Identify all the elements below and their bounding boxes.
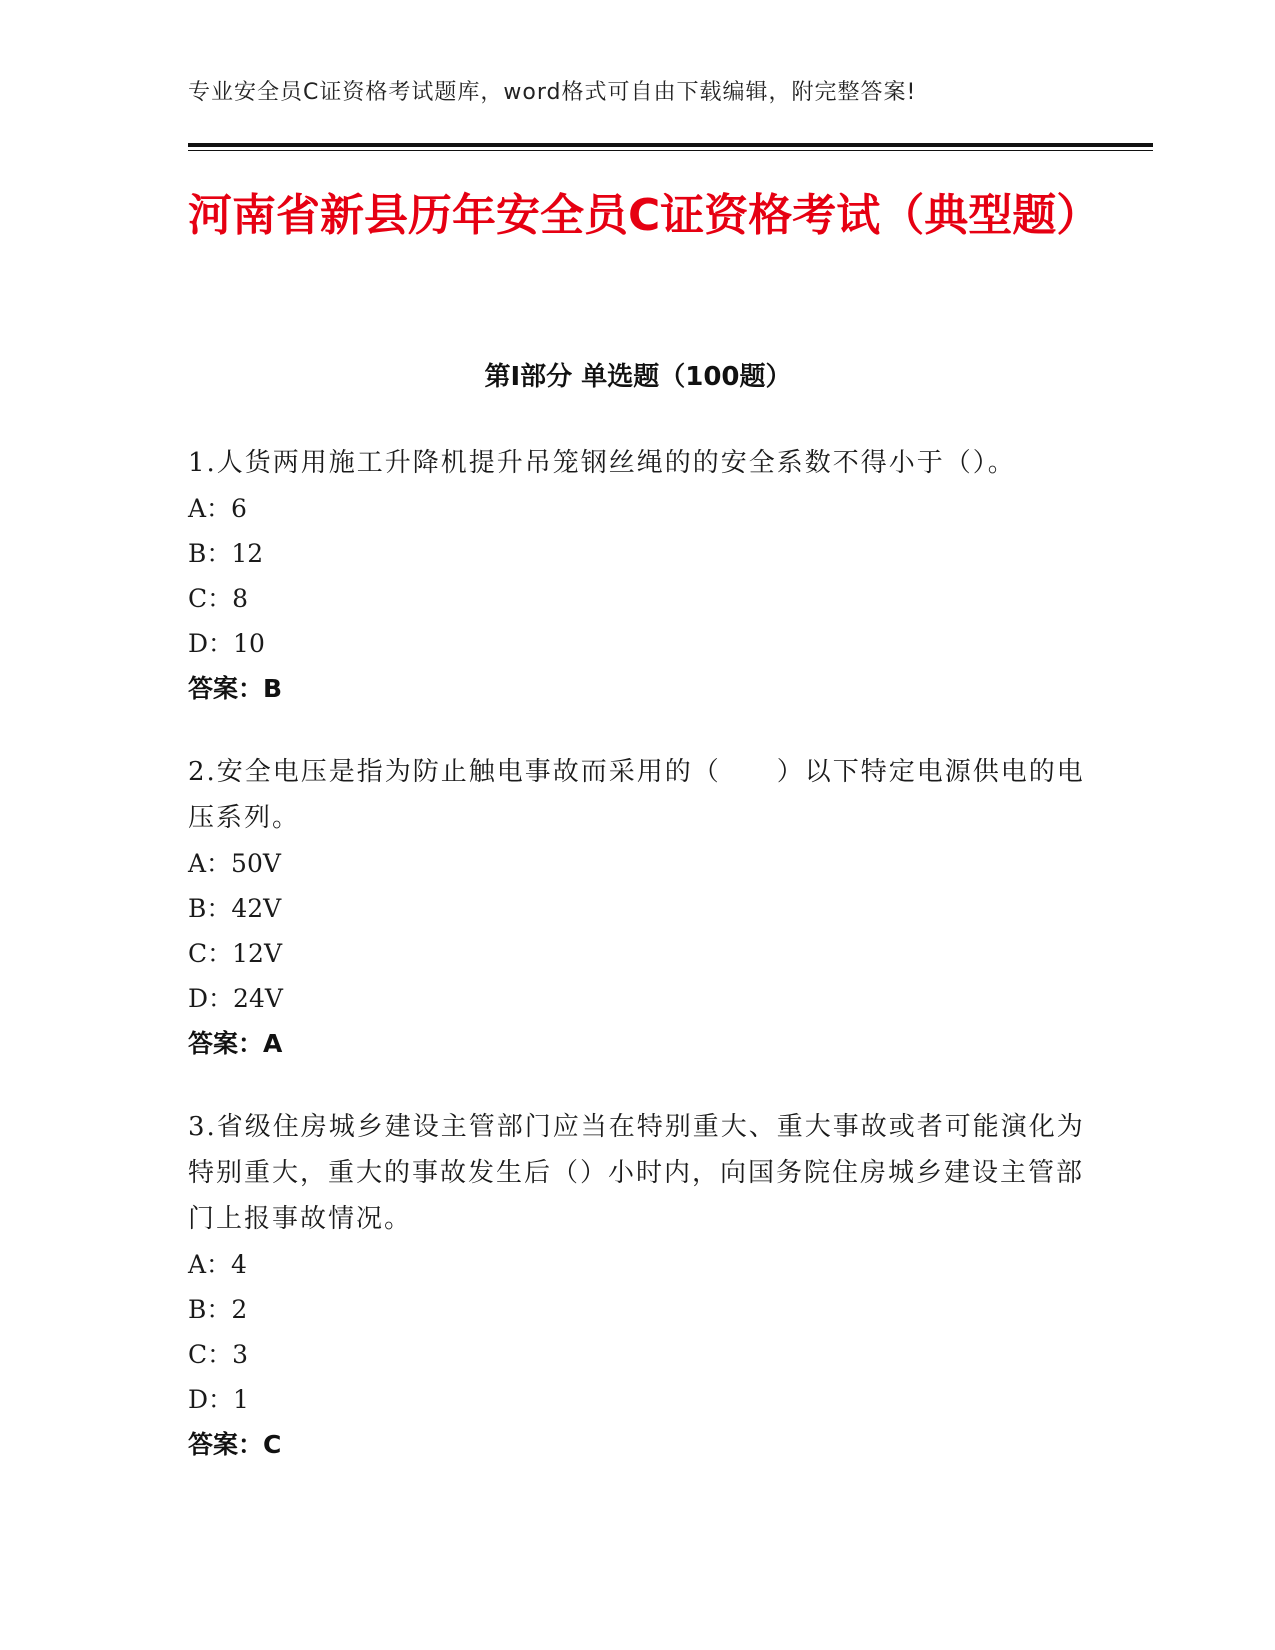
option-b: B：2 [188,1295,248,1324]
header-divider-thick [188,143,1153,147]
section-title: 第Ⅰ部分 单选题（100题） [484,362,792,392]
question-stem: 3.省级住房城乡建设主管部门应当在特别重大、重大事故或者可能演化为特别重大，重大的事故发生后（）小时内，向国务院住房城乡建设主管部门上报事故情况。 [188,1112,1085,1234]
question-stem: 2.安全电压是指为防止触电事故而采用的（ ）以下特定电源供电的电压系列。 [188,757,1085,833]
answer-key: 答案：C [188,1430,282,1459]
option-a: A：4 [188,1250,247,1279]
option-d: D：24V [188,984,283,1013]
option-b: B：12 [188,539,264,568]
option-d: D：1 [188,1385,249,1414]
question-item [188,749,1088,1066]
answer-key: 答案：B [188,674,283,703]
option-a: A：50V [188,849,281,878]
option-c: C：12V [188,939,282,968]
option-a: A：6 [188,494,247,523]
answer-key: 答案：A [188,1029,283,1058]
question-item [188,1104,1088,1467]
option-b: B：42V [188,894,282,923]
header-divider-thin [188,150,1153,151]
option-c: C：8 [188,584,249,613]
document-title: 河南省新县历年安全员C证资格考试（典型题） [188,190,1101,241]
header-note: 专业安全员C证资格考试题库，word格式可自由下载编辑，附完整答案! [188,80,917,105]
question-list [188,440,1088,1505]
option-d: D：10 [188,629,265,658]
option-c: C：3 [188,1340,249,1369]
question-item [188,440,1088,711]
question-stem: 1.人货两用施工升降机提升吊笼钢丝绳的的安全系数不得小于（）。 [188,448,1016,478]
